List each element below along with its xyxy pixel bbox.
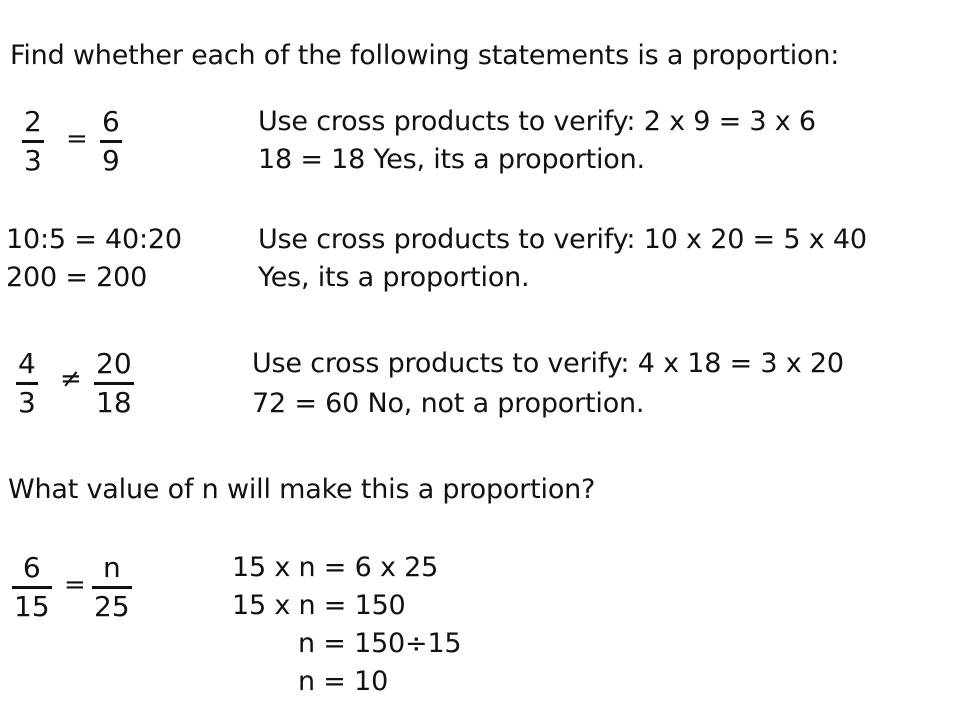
problem4-left-fraction <box>12 551 52 623</box>
fraction-denominator: 3 <box>24 144 42 177</box>
fraction-numerator: 4 <box>18 347 36 380</box>
fraction-numerator: n <box>102 551 121 584</box>
solution-step-1: 15 x n = 6 x 25 <box>232 552 439 583</box>
problem1-verify-line: Use cross products to verify: 2 x 9 = 3 x 6 <box>258 106 816 137</box>
fraction-bar <box>12 586 52 589</box>
page-heading: Find whether each of the following statements is a proportion: <box>10 40 840 71</box>
fraction-numerator: 20 <box>96 347 132 380</box>
question-heading: What value of n will make this a proportion? <box>8 474 596 505</box>
fraction-numerator: 2 <box>24 105 42 138</box>
problem2-verify-line: Use cross products to verify: 10 x 20 = 5 x 40 <box>258 224 867 255</box>
fraction-bar <box>16 382 38 385</box>
problem4-right-fraction <box>92 551 132 623</box>
problem3-right-fraction <box>94 347 134 419</box>
problem3-relation: ≠ <box>60 364 82 394</box>
solution-step-2: 15 x n = 150 <box>232 590 406 621</box>
problem3-left-fraction <box>16 347 38 419</box>
fraction-bar <box>92 586 132 589</box>
fraction-denominator: 9 <box>102 144 120 177</box>
problem3-verify-line: Use cross products to verify: 4 x 18 = 3 x 20 <box>252 348 844 379</box>
fraction-numerator: 6 <box>22 551 41 584</box>
fraction-denominator: 3 <box>18 386 36 419</box>
fraction-denominator: 25 <box>94 590 130 623</box>
problem2-statement: 10:5 = 40:20 <box>6 224 182 255</box>
solution-step-4: n = 10 <box>298 666 389 697</box>
problem2-result: 200 = 200 <box>6 262 148 293</box>
problem1-left-fraction <box>22 105 44 177</box>
fraction-numerator: 6 <box>102 105 120 138</box>
problem1-relation: = <box>66 124 88 154</box>
problem1-result-line: 18 = 18 Yes, its a proportion. <box>258 144 645 175</box>
fraction-denominator: 18 <box>96 386 132 419</box>
fraction-denominator: 15 <box>14 590 50 623</box>
fraction-bar <box>100 140 122 143</box>
problem2-conclusion: Yes, its a proportion. <box>258 262 530 293</box>
problem4-relation: = <box>64 570 86 600</box>
fraction-bar <box>94 382 134 385</box>
solution-step-3: n = 150÷15 <box>298 628 462 659</box>
problem3-result-line: 72 = 60 No, not a proportion. <box>252 388 645 419</box>
problem1-right-fraction <box>100 105 122 177</box>
fraction-bar <box>22 140 44 143</box>
